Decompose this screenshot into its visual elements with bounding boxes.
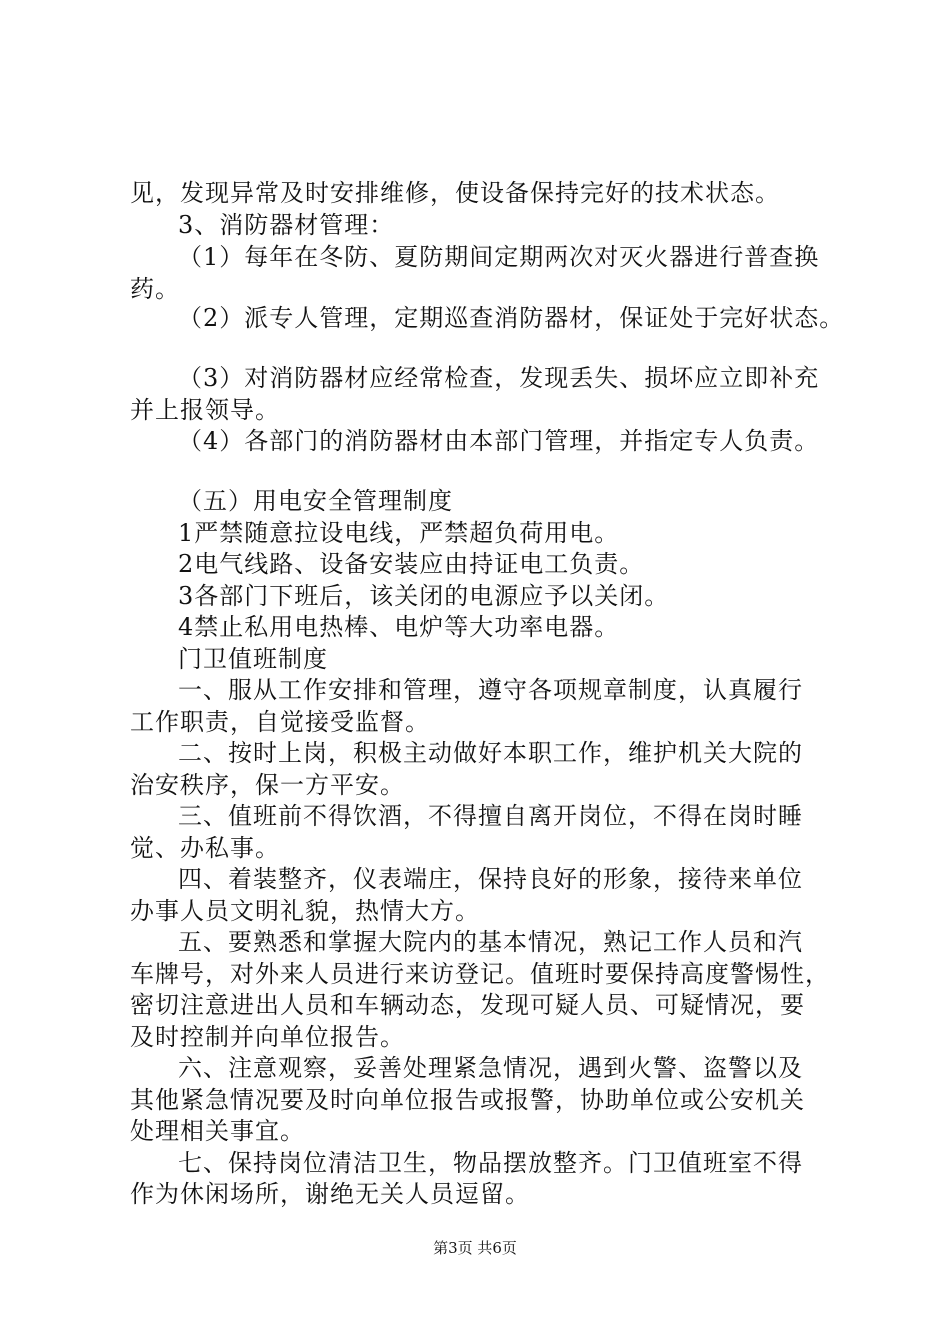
text-line: 五、要熟悉和掌握大院内的基本情况，熟记工作人员和汽 bbox=[178, 928, 803, 956]
text-line: 见，发现异常及时安排维修，使设备保持完好的技术状态。 bbox=[130, 179, 780, 207]
text-line: 七、保持岗位清洁卫生，物品摆放整齐。门卫值班室不得 bbox=[178, 1149, 803, 1177]
text-line: （3）对消防器材应经常检查，发现丢失、损坏应立即补充 bbox=[178, 364, 820, 392]
text-line: 觉、办私事。 bbox=[130, 834, 280, 862]
text-line: 其他紧急情况要及时向单位报告或报警，协助单位或公安机关 bbox=[130, 1086, 805, 1114]
text-line: 4禁止私用电热棒、电炉等大功率电器。 bbox=[178, 613, 620, 641]
text-line: 治安秩序，保一方平安。 bbox=[130, 771, 405, 799]
section-heading: 门卫值班制度 bbox=[178, 645, 328, 673]
section-heading: （五）用电安全管理制度 bbox=[178, 487, 453, 515]
text-line: 3、消防器材管理： bbox=[178, 211, 395, 239]
text-line: 1严禁随意拉设电线，严禁超负荷用电。 bbox=[178, 519, 620, 547]
text-line: （4）各部门的消防器材由本部门管理，并指定专人负责。 bbox=[178, 427, 820, 455]
text-line: 处理相关事宜。 bbox=[130, 1117, 305, 1145]
text-line: 办事人员文明礼貌，热情大方。 bbox=[130, 897, 480, 925]
text-line: 三、值班前不得饮酒，不得擅自离开岗位，不得在岗时睡 bbox=[178, 802, 803, 830]
text-line: 3各部门下班后，该关闭的电源应予以关闭。 bbox=[178, 582, 670, 610]
text-line: （1）每年在冬防、夏防期间定期两次对灭火器进行普查换 bbox=[178, 243, 820, 271]
text-line: 密切注意进出人员和车辆动态，发现可疑人员、可疑情况，要 bbox=[130, 991, 805, 1019]
text-line: 车牌号，对外来人员进行来访登记。值班时要保持高度警惕性， bbox=[130, 960, 830, 988]
page-number-footer: 第3页 共6页 bbox=[433, 1239, 517, 1257]
text-line: 及时控制并向单位报告。 bbox=[130, 1023, 405, 1051]
text-line: 四、着装整齐，仪表端庄，保持良好的形象，接待来单位 bbox=[178, 865, 803, 893]
text-line: 二、按时上岗，积极主动做好本职工作，维护机关大院的 bbox=[178, 739, 803, 767]
text-line: 药。 bbox=[130, 275, 180, 303]
text-line: 工作职责，自觉接受监督。 bbox=[130, 708, 430, 736]
text-line: 并上报领导。 bbox=[130, 396, 280, 424]
text-line: 作为休闲场所，谢绝无关人员逗留。 bbox=[130, 1180, 530, 1208]
text-line: 2电气线路、设备安装应由持证电工负责。 bbox=[178, 550, 645, 578]
text-line: 一、服从工作安排和管理，遵守各项规章制度，认真履行 bbox=[178, 676, 803, 704]
text-line: （2）派专人管理，定期巡查消防器材，保证处于完好状态。 bbox=[178, 304, 845, 332]
text-line: 六、注意观察，妥善处理紧急情况，遇到火警、盗警以及 bbox=[178, 1054, 803, 1082]
